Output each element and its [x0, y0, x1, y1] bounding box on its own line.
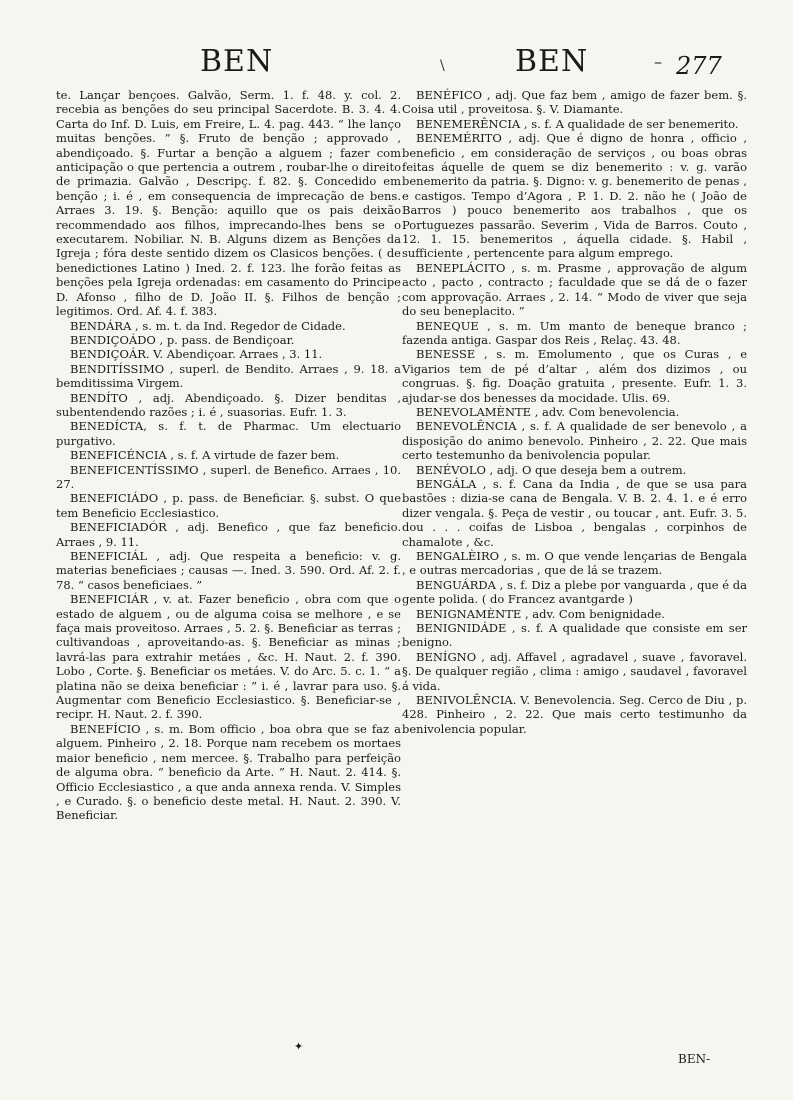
dictionary-entry: BENDIÇOÁDO , p. pass. de Bendiçoar. — [70, 332, 295, 347]
dictionary-entry: BENDIÇOÁR. V. Abendiçoar. Arraes , 3. 11. — [70, 347, 323, 362]
dictionary-entry: te. Lançar bençoes. Galvão, Serm. 1. f. 48. y. col. 2. recebia as benções do seu principal Sacerdote. B. 3. 4. 4. Carta do Inf. D. Luis, em Freire, L. 4. pag. 443. “ lhe lanço muitas benções. ” §. Fruto de benção ; approvado , abendiçoado. §. Furtar a benção a alguem ; fazer com anticipação o que pertencia a outrem , roubar-lhe o direito de primazia. Galvão , Descripç. f. 82. §. Concedido em benção ; i. é , em consequencia de imprecação de bens. Arraes 3. 19. §. Benção: aquillo que os pais deixão recommendado aos filhos, imprecando-lhes bens se o executarem. Nobiliar. N. B. Alguns dizem as Benções da Igreja ; fóra deste sentido dizem os Clasicos benções. ( de benedictiones Latino ) Ined. 2. f. 123. lhe forão feitas as benções pela Igreja ordenadas: em casamento do Principe D. Afonso , filho de D. João II. §. Filhos de benção ; legitimos. Ord. Af. 4. f. 383. — [56, 88, 401, 319]
left-running-headword: BEN — [200, 44, 274, 79]
dictionary-entry: BENEFICIÁDO , p. pass. de Beneficiar. §. subst. O que tem Beneficio Ecclesiastico. — [56, 491, 401, 520]
dictionary-entry: BENEFICIÁL , adj. Que respeita a beneficio: v. g. materias beneficiaes ; causas —. Ined. 3. 590. Ord. Af. 2. f. 78. “ casos beneficiaes. ” — [56, 549, 401, 592]
footer-ornament: ✦ — [294, 1040, 304, 1053]
right-column — [402, 88, 747, 736]
dictionary-entry: BENEFÍCIO , s. m. Bom officio , boa obra que se faz a alguem. Pinheiro , 2. 18. Porque nam recebem os mortaes maior beneficio , nem mercee. §. Trabalho para perfeição de alguma obra. “ beneficio da Arte. ” H. Naut. 2. 414. §. Officio Ecclesiastico , a que anda annexa renda. V. Simples , e Curado. §. o beneficio deste metal. H. Naut. 2. 390. V. Beneficiar. — [56, 721, 401, 823]
dictionary-entry: BENEPLÁCITO , s. m. Prasme , approvação de algum acto , pacto , contracto ; faculdade que se dá de o fazer com approvação. Arraes , 2. 14. “ Modo de viver que seja do seu beneplacito. ” — [402, 260, 747, 319]
left-column — [56, 88, 401, 823]
dictionary-entry: BENEFICENTÍSSIMO , superl. de Benefico. Arraes , 10. 27. — [56, 462, 401, 491]
dictionary-entry: BENÉFICO , adj. Que faz bem , amigo de fazer bem. §. Coisa util , proveitosa. §. V. Diamante. — [402, 88, 747, 117]
right-running-headword: BEN — [515, 44, 589, 79]
center-mark: \ — [440, 58, 445, 74]
dictionary-entry: BENÉVOLO , adj. O que deseja bem a outrem. — [416, 462, 687, 477]
dictionary-entry: BENIGNAMÈNTE , adv. Com benignidade. — [416, 606, 665, 621]
dictionary-entry: BENEQUE , s. m. Um manto de beneque branco ; fazenda antiga. Gaspar dos Reis , Relaç. 43. 48. — [402, 318, 747, 347]
dictionary-entry: BENDITÍSSIMO , superl. de Bendito. Arraes , 9. 18. a bemditissima Virgem. — [56, 361, 401, 391]
dictionary-entry: BENEDÍCTA, s. f. t. de Pharmac. Um electuario purgativo. — [56, 419, 401, 448]
dictionary-entry: BENIVOLÊNCIA. V. Benevolencia. Seg. Cerco de Diu , p. 428. Pinheiro , 2. 22. Que mais certo testimunho da benivolencia popular. — [402, 693, 747, 736]
dictionary-entry: BENGUÁRDA , s. f. Diz a plebe por vanguarda , que é da gente polida. ( do Francez avantgarde ) — [402, 577, 747, 607]
dictionary-entry: BENGALÈIRO , s. m. O que vende lençarias de Bengala , e outras mercadorias , que de lá se trazem. — [402, 549, 747, 578]
dictionary-entry: BENDÍTO , adj. Abendiçoado. §. Dizer benditas , subentendendo razões ; i. é , suasorias. Eufr. 1. 3. — [56, 390, 401, 419]
dictionary-entry: BENEFICIÁR , v. at. Fazer beneficio , obra com que o estado de alguem , ou de alguma coisa se melhore , e se faça mais proveitoso. Arraes , 5. 2. §. Beneficiar as terras ; cultivandoas , aproveitando-as. §. Beneficiar as minas ; lavrá-las para extrahir metáes , &c. H. Naut. 2. f. 390. Lobo , Corte. §. Beneficiar os metáes. V. do Arc. 5. c. 1. “ a platina não se deixa beneficiar : ” i. é , lavrar para uso. §. Augmentar com Beneficio Ecclesiastico. §. Beneficiar-se , recipr. H. Naut. 2. f. 390. — [56, 592, 401, 722]
dictionary-entry: BENGÁLA , s. f. Cana da India , de que se usa para bastões : dizia-se cana de Bengala. V. B. 2. 4. 1. e é erro dizer vengala. §. Peça de vestir , ou toucar , ant. Eufr. 3. 5. dou . . . coifas de Lisboa , bengalas , corpinhos de chamalote , &c. — [402, 476, 747, 549]
dictionary-entry: BENIGNIDÁDE , s. f. A qualidade que consiste em ser benigno. — [402, 621, 747, 650]
dictionary-entry: BENEMERÊNCIA , s. f. A qualidade de ser benemerito. — [416, 116, 739, 131]
page-number: 277 — [676, 52, 722, 80]
dictionary-entry: BENÍGNO , adj. Affavel , agradavel , suave , favoravel. §. De qualquer região , clima : amigo , saudavel , favoravel á vida. — [402, 649, 747, 693]
page-header — [0, 38, 793, 88]
dictionary-entry: BENEMÉRITO , adj. Que é digno de honra , officio , beneficio , em consideração de serviços , ou boas obras feitas áquelle de quem se diz benemerito : v. g. varão benemerito da patria. §. Digno: v. g. benemerito de penas , e castigos. Tempo d’Agora , P. 1. D. 2. não he ( João de Barros ) pouco benemerito aos trabalhos , que os Portuguezes passarão. Severim , Vida de Barros. Couto , 12. 1. 15. benemeritos , áquella cidade. §. Habil , sufficiente , pertencente para algum emprego. — [402, 131, 747, 261]
dictionary-entry: BENESSE , s. m. Emolumento , que os Curas , e Vigarios tem de pé d’altar , além dos dizimos , ou congruas. §. fig. Doação gratuita , presente. Eufr. 1. 3. ajudar-se dos benesses da mocidade. Ulis. 69. — [402, 347, 747, 405]
dictionary-entry: BENEVOLAMÈNTE , adv. Com benevolencia. — [416, 404, 680, 419]
dictionary-entry: BENDÁRA , s. m. t. da Ind. Regedor de Cidade. — [70, 318, 346, 333]
header-dash: – — [654, 52, 662, 71]
catchword: BEN- — [678, 1052, 711, 1066]
dictionary-entry: BENEFICIADÓR , adj. Benefico , que faz beneficio. Arraes , 9. 11. — [56, 520, 401, 549]
dictionary-entry: BENEFICÉNCIA , s. f. A virtude de fazer bem. — [70, 448, 340, 463]
dictionary-entry: BENEVOLÊNCIA , s. f. A qualidade de ser benevolo , a disposição do animo benevolo. Pinheiro , 2. 22. Que mais certo testemunho da benivolencia popular. — [402, 419, 747, 463]
